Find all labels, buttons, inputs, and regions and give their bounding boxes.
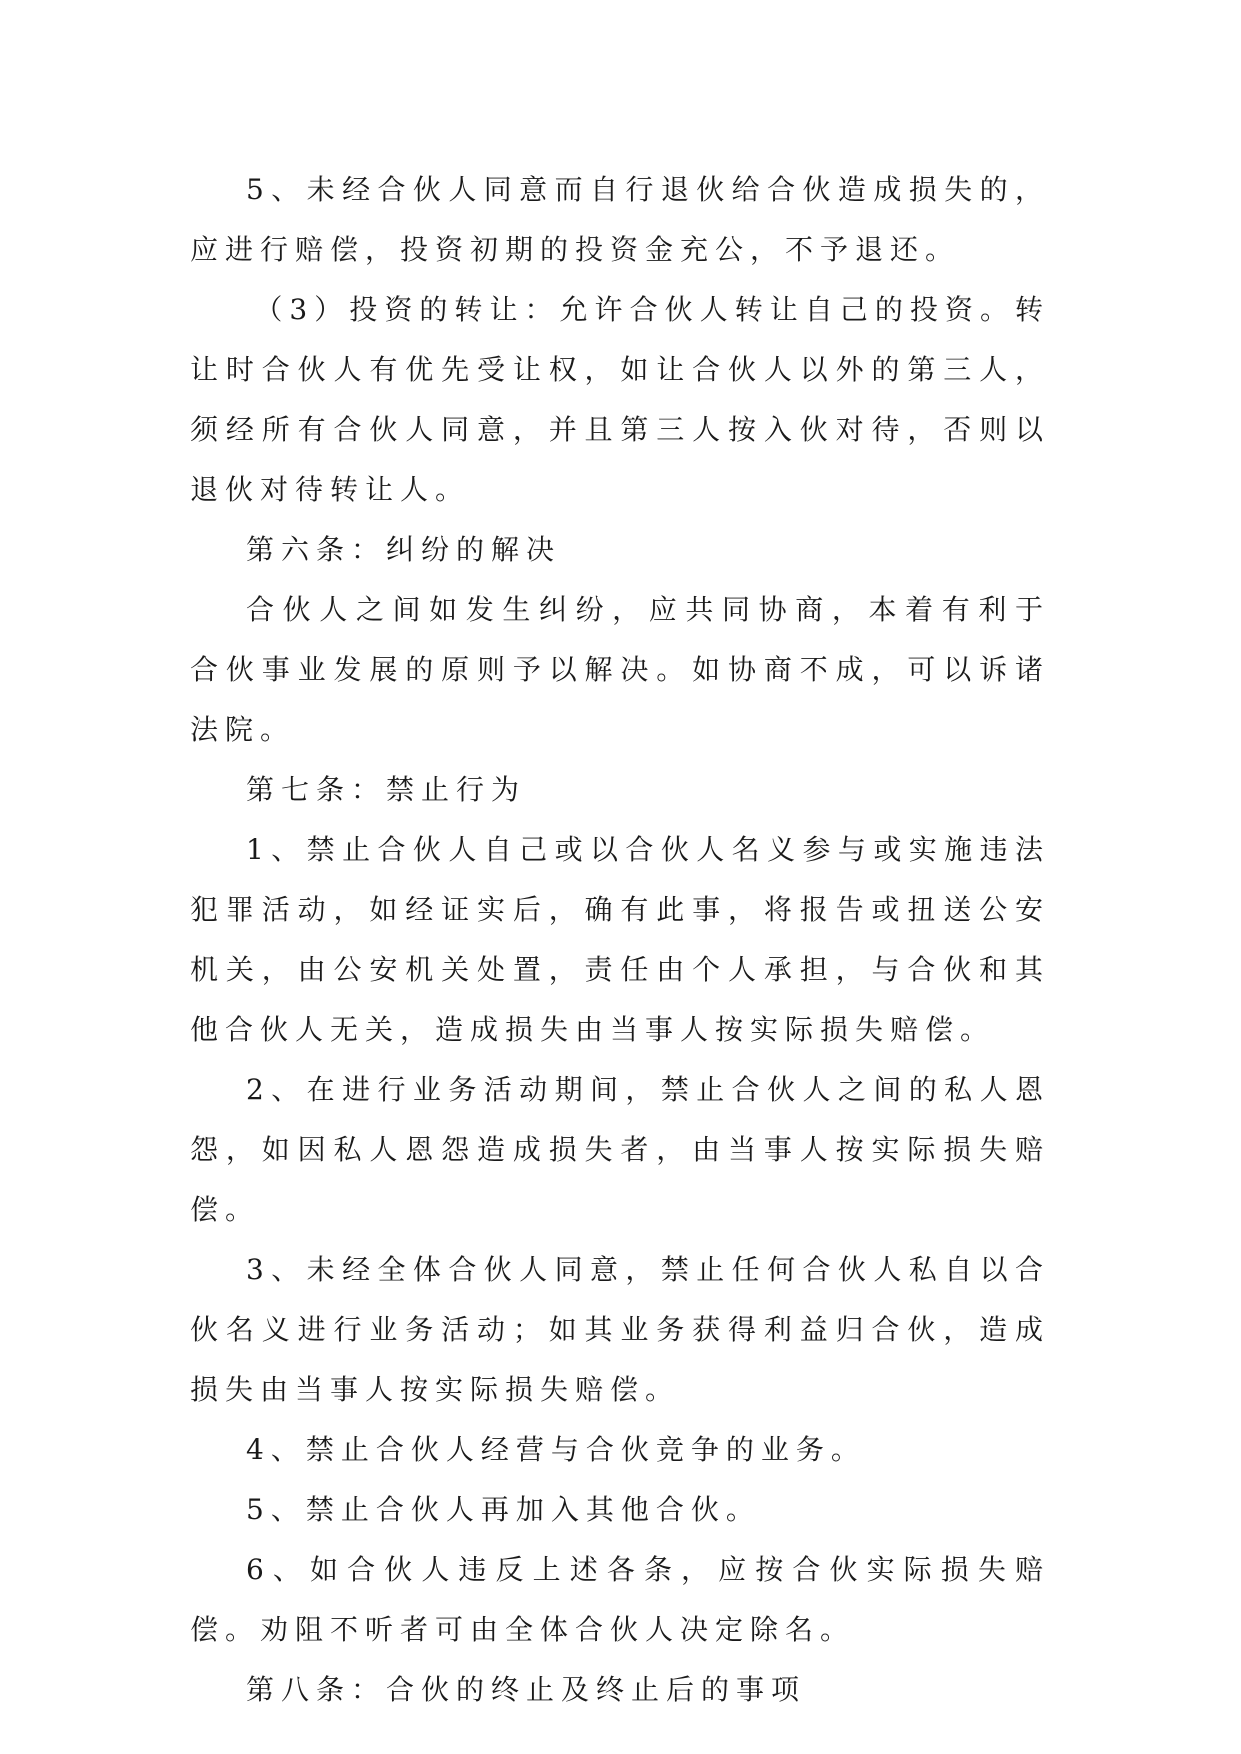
section-heading-article-8: 第八条：合伙的终止及终止后的事项 [246, 1673, 807, 1706]
section-heading-article-6: 第六条：纠纷的解决 [246, 533, 562, 566]
paragraph-prohibition-2: 2、在进行业务活动期间，禁止合伙人之间的私人恩怨，如因私人恩怨造成损失者，由当事人按实际损失赔偿。 [190, 1073, 1050, 1226]
paragraph-withdrawal-compensation: 5、未经合伙人同意而自行退伙给合伙造成损失的，应进行赔偿，投资初期的投资金充公，不予退还。 [190, 173, 1050, 266]
paragraph-dispute-resolution: 合伙人之间如发生纠纷，应共同协商，本着有利于合伙事业发展的原则予以解决。如协商不成，可以诉诸法院。 [190, 593, 1050, 746]
paragraph-prohibition-3: 3、未经全体合伙人同意，禁止任何合伙人私自以合伙名义进行业务活动；如其业务获得利益归合伙，造成损失由当事人按实际损失赔偿。 [190, 1253, 1050, 1406]
paragraph-investment-transfer: （3）投资的转让：允许合伙人转让自己的投资。转让时合伙人有优先受让权，如让合伙人以外的第三人，须经所有合伙人同意，并且第三人按入伙对待，否则以退伙对待转让人。 [190, 293, 1050, 506]
section-heading-article-7: 第七条：禁止行为 [246, 773, 527, 806]
paragraph-prohibition-6: 6、如合伙人违反上述各条，应按合伙实际损失赔偿。劝阻不听者可由全体合伙人决定除名。 [190, 1553, 1050, 1646]
document-body [190, 160, 1050, 1720]
paragraph-prohibition-4: 4、禁止合伙人经营与合伙竞争的业务。 [246, 1433, 866, 1466]
paragraph-prohibition-1: 1、禁止合伙人自己或以合伙人名义参与或实施违法犯罪活动，如经证实后，确有此事，将报告或扭送公安机关，由公安机关处置，责任由个人承担，与合伙和其他合伙人无关，造成损失由当事人按实际损失赔偿。 [190, 833, 1050, 1046]
paragraph-prohibition-5: 5、禁止合伙人再加入其他合伙。 [246, 1493, 761, 1526]
